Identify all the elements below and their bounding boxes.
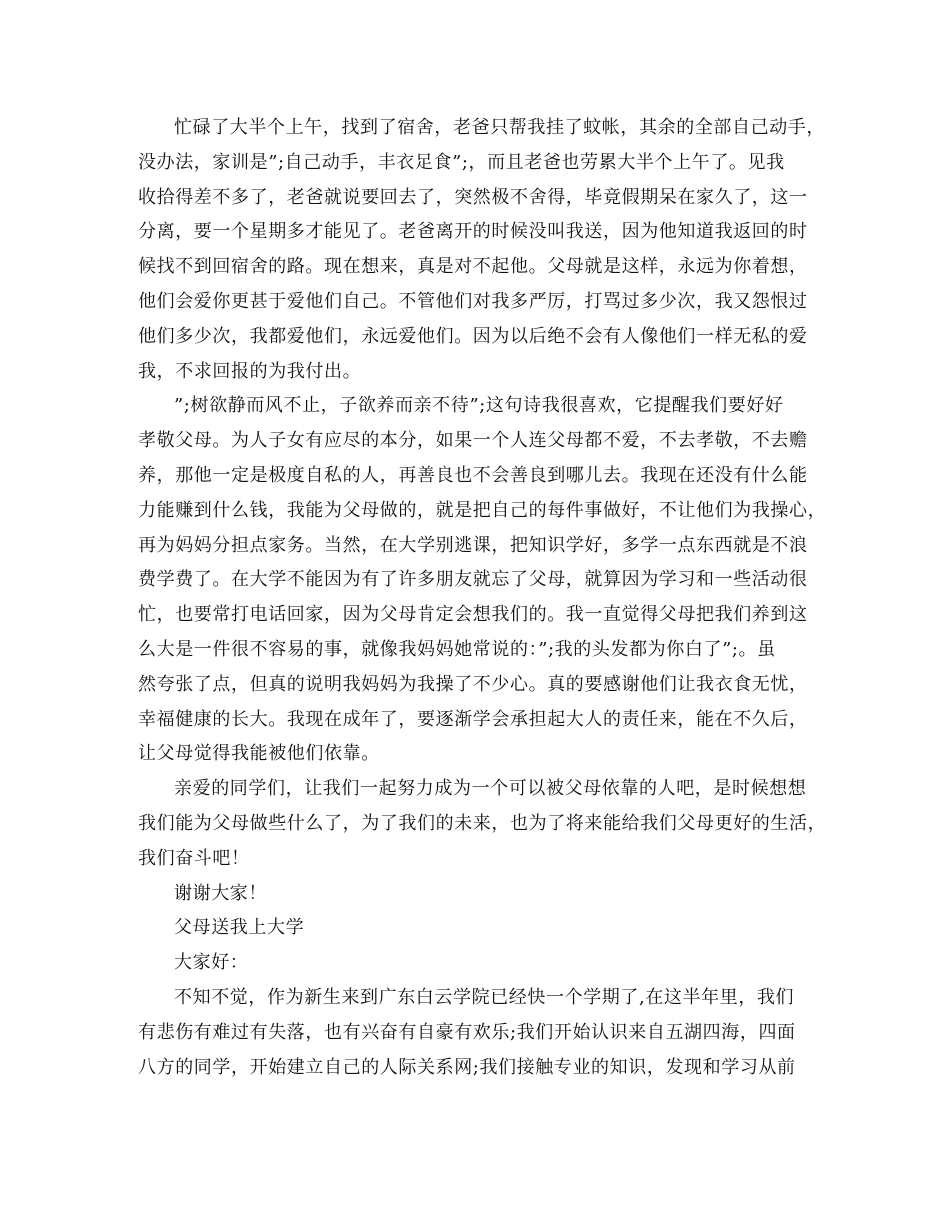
paragraph-1-line-6: 他们会爱你更甚于爱他们自己。不管他们对我多严厉，打骂过多少次，我又怨恨过 (138, 290, 808, 312)
paragraph-2-line-2: 孝敬父母。为人子女有应尽的本分，如果一个人连父母都不爱，不去孝敬，不去赡 (138, 430, 808, 452)
section-title: 父母送我上大学 (174, 917, 305, 939)
paragraph-2-line-9: 然夸张了点，但真的说明我妈妈为我操了不少心。真的要感谢他们让我衣食无忧， (138, 673, 808, 695)
paragraph-2-line-10: 幸福健康的长大。我现在成年了，要逐渐学会承担起大人的责任来，能在不久后， (138, 708, 808, 730)
paragraph-2-line-5: 再为妈妈分担点家务。当然，在大学别逃课，把知识学好，多学一点东西就是不浪 (138, 534, 808, 556)
paragraph-3-line-1: 亲爱的同学们，让我们一起努力成为一个可以被父母依靠的人吧，是时候想想 (174, 778, 807, 800)
paragraph-2-line-1: ”;树欲静而风不止，子欲养而亲不待”;这句诗我很喜欢，它提醒我们要好好 (174, 395, 784, 417)
paragraph-3-line-3: 我们奋斗吧！ (138, 847, 250, 869)
paragraph-2-line-6: 费学费了。在大学不能因为有了许多朋友就忘了父母，就算因为学习和一些活动很 (138, 569, 808, 591)
paragraph-4-line-2: 有悲伤有难过有失落，也有兴奋有自豪有欢乐;我们开始认识来自五湖四海，四面 (138, 1021, 796, 1043)
paragraph-4-line-3: 八方的同学，开始建立自己的人际关系网;我们接触专业的知识，发现和学习从前 (138, 1056, 796, 1078)
paragraph-1-line-4: 分离，要一个星期多才能见了。老爸离开的时候没叫我送，因为他知道我返回的时 (138, 221, 808, 243)
paragraph-2-line-8: 么大是一件很不容易的事，就像我妈妈她常说的：”;我的头发都为你白了”;。虽 (138, 638, 776, 660)
paragraph-2-line-11: 让父母觉得我能被他们依靠。 (138, 743, 380, 765)
paragraph-2-line-7: 忙，也要常打电话回家，因为父母肯定会想我们的。我一直觉得父母把我们养到这 (138, 604, 808, 626)
paragraph-1-line-3: 收拾得差不多了，老爸就说要回去了，突然极不舍得，毕竟假期呆在家久了，这一 (138, 186, 808, 208)
paragraph-2-line-3: 养，那他一定是极度自私的人，再善良也不会善良到哪儿去。我现在还没有什么能 (138, 464, 808, 486)
paragraph-1-line-8: 我，不求回报的为我付出。 (138, 360, 362, 382)
paragraph-1-line-7: 他们多少次，我都爱他们，永远爱他们。因为以后绝不会有人像他们一样无私的爱 (138, 325, 808, 347)
paragraph-1-line-1: 忙碌了大半个上午，找到了宿舍，老爸只帮我挂了蚊帐，其余的全部自己动手， (174, 117, 825, 138)
document-body (138, 111, 828, 1085)
paragraph-2-line-4: 力能赚到什么钱，我能为父母做的，就是把自己的每件事做好，不让他们为我操心， (138, 499, 827, 521)
greeting: 大家好： (174, 952, 249, 974)
paragraph-4-line-1: 不知不觉，作为新生来到广东白云学院已经快一个学期了,在这半年里，我们 (174, 986, 795, 1008)
closing-thanks: 谢谢大家！ (174, 882, 267, 904)
paragraph-3-line-2: 我们能为父母做些什么了，为了我们的未来，也为了将来能给我们父母更好的生活， (138, 812, 827, 834)
paragraph-1-line-2: 没办法，家训是”;自己动手，丰衣足食”;，而且老爸也劳累大半个上午了。见我 (138, 151, 785, 173)
paragraph-1-line-5: 候找不到回宿舍的路。现在想来，真是对不起他。父母就是这样，永远为你着想， (138, 256, 808, 278)
